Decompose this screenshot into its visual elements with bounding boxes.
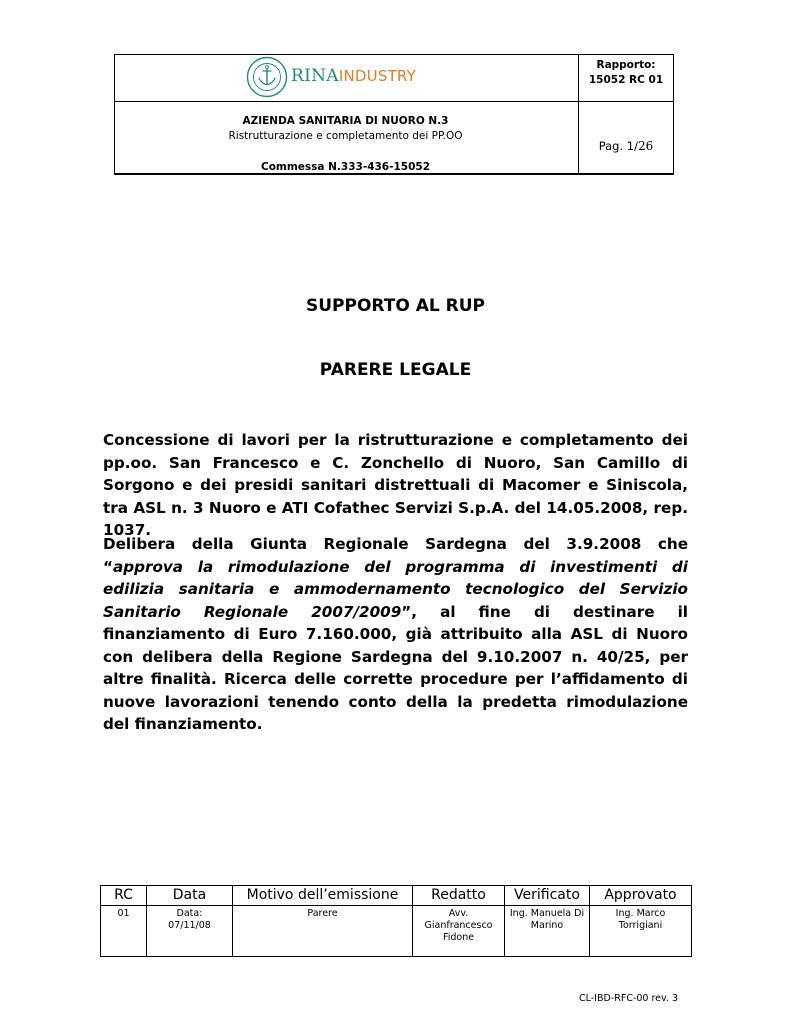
cell-data: Data: 07/11/08 (147, 906, 233, 957)
page-indicator (578, 139, 674, 153)
brand-industry: INDUSTRY (338, 67, 416, 85)
cell-verificato: Ing. Manuela Di Marino (505, 906, 590, 957)
header-approvato: Approvato (590, 886, 692, 906)
header-data: Data (147, 886, 233, 906)
approval-table (100, 885, 692, 957)
paragraph-concessione: Concessione di lavori per la ristrutturazione e completamento dei pp.oo. San Francesco e C. Zonchello di Nuoro, San Camillo di Sorgono e dei presidi sanitari distrettuali di Macomer e Siniscola, tra ASL n. 3 Nuoro e ATI Cofathec Servizi S.p.A. del 14.05.2008, rep. 1037. (103, 431, 688, 539)
cell-motivo: Parere (233, 906, 413, 957)
header-motivo: Motivo dell’emissione (233, 886, 413, 906)
header-redatto: Redatto (413, 886, 505, 906)
cell-approvato: Ing. Marco Torrigiani (590, 906, 692, 957)
approval-table-header (101, 886, 692, 906)
header-divider-left (115, 101, 578, 102)
document-reference: CL-IBD-RFC-00 rev. 3 (579, 993, 678, 1004)
header-verificato: Verificato (505, 886, 590, 906)
cell-redatto: Avv. Gianfrancesco Fidone (413, 906, 505, 957)
brand-wordmark (291, 66, 416, 86)
page-label: Pag. 1/ (598, 139, 638, 153)
page-total: 26 (638, 139, 654, 153)
report-label: Rapporto: (596, 59, 656, 71)
document-title: SUPPORTO AL RUP (306, 296, 485, 316)
paragraph-delibera (103, 533, 688, 736)
brand-rina: RINA (291, 66, 339, 86)
paragraph-delibera-quote: approva la rimodulazione del programma di investimenti di edilizia sanitaria e ammodernamento tecnologico del Servizio Sanitario Regionale 2007/2009 (103, 557, 688, 621)
paragraph-delibera-intro: Delibera della Giunta Regionale Sardegna del 3.9.2008 che “ (103, 535, 688, 576)
report-number: 15052 RC 01 (588, 74, 664, 86)
commessa-number: Commessa N.333-436-15052 (260, 161, 431, 173)
report-id (578, 58, 674, 88)
paragraph-delibera-rest: ”, al fine di destinare il finanziamento di Euro 7.160.000, già attribuito alla ASL di Nuoro con delibera della Regione Sardegna del 9.10.2007 n. 40/25, per altre finalità. Ricerca delle corrette procedure per l’affidamento di nuove lavorazioni tenendo conto della la predetta rimodulazione del finanziamento. (103, 602, 688, 733)
header-divider-right (578, 101, 673, 102)
project-name: Ristrutturazione e completamento dei PP.OO (228, 130, 463, 142)
header-rc: RC (101, 886, 147, 906)
table-row (101, 906, 692, 957)
organization-name: AZIENDA SANITARIA DI NUORO N.3 (242, 115, 449, 127)
rina-seal-icon (246, 56, 288, 98)
cell-rc: 01 (101, 906, 147, 957)
document-subtitle: PARERE LEGALE (319, 360, 472, 380)
